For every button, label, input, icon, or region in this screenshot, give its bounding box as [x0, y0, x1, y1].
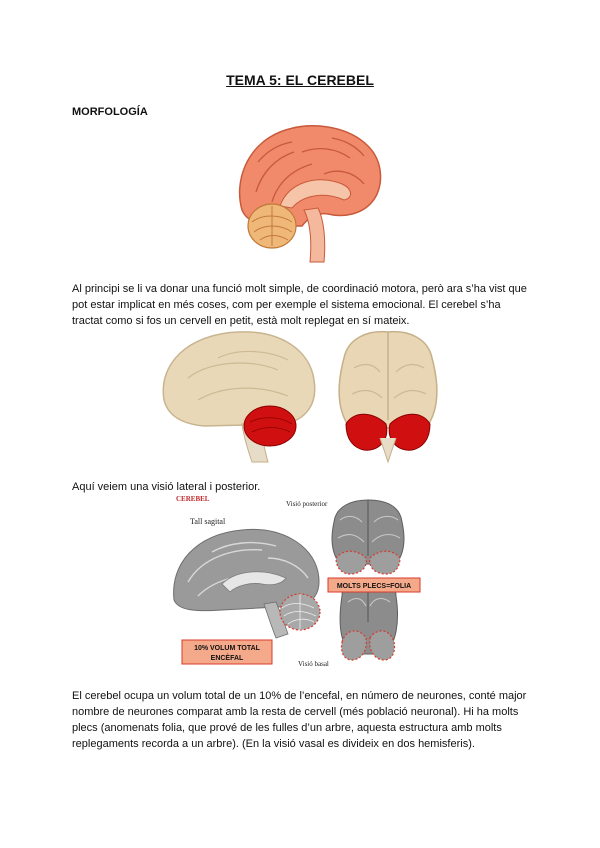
lateral-view-brain: [163, 332, 315, 462]
posterior-view-label: Visió posterior: [286, 500, 328, 508]
sagittal-photo-brain: [174, 529, 320, 638]
basal-view-label: Visió basal: [298, 660, 329, 668]
cerebellum-labeled-figure: [172, 492, 428, 674]
sagittal-brain-illustration: [232, 122, 384, 268]
posterior-photo-brain: [332, 500, 404, 574]
sagittal-label: Tall sagital: [190, 517, 226, 526]
figure-header-label: CEREBEL: [176, 495, 210, 503]
paragraph-intro: Al principi se li va donar una funció molt simple, de coordinació motora, però ara s’ha vist que pot estar implicat en més coses, com per exemple el sistema emocional. El cerebel s’ha tractat como si fos un cervell en petit, està molt replegat en sí mateix.: [72, 283, 527, 327]
volume-label-box: [182, 640, 272, 664]
cerebellum-highlight-illustration: [158, 328, 444, 468]
volume-label-line1: 10% VOLUM TOTAL: [194, 645, 260, 652]
paragraph-views: Aquí veiem una visió lateral i posterior.: [72, 481, 261, 493]
folia-label-text: MOLTS PLECS=FOLIA: [336, 583, 412, 590]
section-heading: MORFOLOGÍA: [72, 106, 148, 118]
paragraph-volume: El cerebel ocupa un volum total de un 10% de l’encefal, en número de neurones, conté major nombre de neurones comparat amb la resta de cervell (més població neuronal). Hi ha molts plecs (anomenats folia, que prové de les fulles d’un arbre, aquesta estructura amb molts replegaments recorda a un arbre). (En la visió vasal es divideix en dos hemisferis).: [72, 690, 527, 750]
volume-label-line2: ENCÈFAL: [210, 655, 244, 662]
folia-label-box: [328, 578, 420, 592]
posterior-view-brain: [339, 332, 437, 462]
page-title: TEMA 5: EL CEREBEL: [226, 72, 374, 88]
